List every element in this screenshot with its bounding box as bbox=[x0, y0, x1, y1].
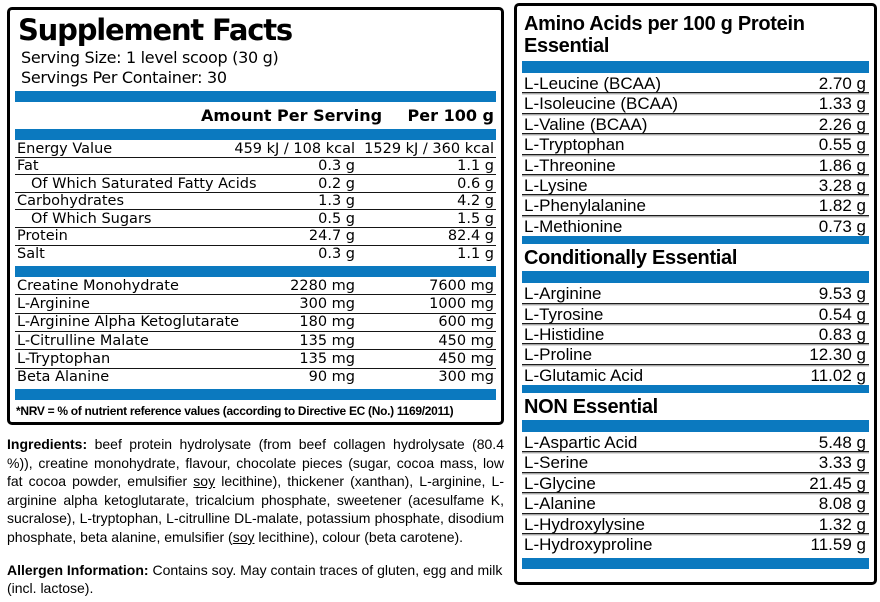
amino-acid-name: L-Tryptophan bbox=[524, 135, 625, 155]
table-row bbox=[15, 158, 496, 176]
non-essential-table bbox=[522, 432, 869, 554]
amino-acid-name: L-Leucine (BCAA) bbox=[524, 74, 662, 93]
nrv-footnote: *NRV = % of nutrient reference values (according to Directive EC (No.) 1169/2011) bbox=[16, 403, 454, 418]
amino-acid-value: 3.33 g bbox=[818, 453, 866, 473]
nutrient-name: Salt bbox=[17, 246, 45, 263]
ingredients-paragraph bbox=[7, 435, 504, 547]
amino-acids-title-line2: Essential bbox=[524, 34, 610, 57]
amino-acid-value: 1.33 g bbox=[818, 94, 866, 114]
table-row bbox=[15, 350, 496, 368]
nutrient-amount: 2280 mg bbox=[290, 277, 355, 294]
amino-acid-value: 11.59 g bbox=[810, 535, 866, 555]
table-row bbox=[522, 155, 869, 175]
nutrient-amount: 135 mg bbox=[299, 350, 355, 367]
nutrient-name: Of Which Sugars bbox=[31, 210, 152, 227]
table-row bbox=[15, 140, 496, 158]
amino-acids-title-line1: Amino Acids per 100 g Protein bbox=[524, 13, 805, 35]
nutrient-name: Fat bbox=[17, 158, 39, 175]
nutrient-amount: 90 mg bbox=[308, 369, 355, 386]
table-row bbox=[15, 175, 496, 193]
amino-acid-value: 0.73 g bbox=[818, 216, 866, 236]
amino-acid-name: L-Alanine bbox=[524, 494, 596, 514]
column-header-per100: Per 100 g bbox=[407, 106, 494, 125]
nutrient-per100: 450 mg bbox=[438, 350, 494, 367]
nutrient-amount: 180 mg bbox=[299, 314, 355, 331]
divider-bar bbox=[522, 271, 869, 283]
table-row bbox=[522, 365, 869, 385]
amino-acid-name: L-Lysine bbox=[524, 175, 588, 195]
column-header-row bbox=[15, 102, 496, 129]
nutrient-per100: 4.2 g bbox=[457, 193, 494, 210]
amino-acid-value: 11.02 g bbox=[810, 365, 866, 385]
amino-acid-value: 8.08 g bbox=[818, 494, 866, 514]
amino-acid-value: 3.28 g bbox=[818, 175, 866, 195]
allergen-label: Allergen Information: bbox=[7, 561, 149, 578]
nutrient-amount: 0.3 g bbox=[318, 158, 355, 175]
divider-bar bbox=[522, 236, 869, 244]
supplement-facts-panel bbox=[7, 7, 504, 425]
actives-table bbox=[15, 277, 496, 387]
amino-acid-value: 5.48 g bbox=[818, 433, 866, 453]
divider-bar bbox=[522, 420, 869, 432]
amino-acid-name: L-Valine (BCAA) bbox=[524, 114, 648, 134]
divider-bar bbox=[15, 91, 496, 102]
nutrient-per100: 1000 mg bbox=[429, 295, 494, 312]
nutrient-amount: 0.3 g bbox=[318, 246, 355, 263]
table-row bbox=[522, 452, 869, 472]
amino-acid-name: L-Isoleucine (BCAA) bbox=[524, 94, 679, 114]
amino-acid-name: L-Glycine bbox=[524, 473, 596, 493]
table-row bbox=[522, 534, 869, 554]
amino-acid-name: L-Glutamic Acid bbox=[524, 365, 644, 385]
table-row bbox=[522, 93, 869, 113]
table-row bbox=[15, 210, 496, 228]
amino-acid-value: 0.54 g bbox=[818, 304, 866, 324]
amino-acid-name: L-Phenylalanine bbox=[524, 196, 646, 216]
nutrient-amount: 0.2 g bbox=[318, 175, 355, 192]
nutrient-name: L-Tryptophan bbox=[17, 350, 111, 367]
ingredients-text: lecithine), colour (beta carotene). bbox=[254, 528, 464, 545]
nutrient-per100: 1.5 g bbox=[457, 210, 494, 227]
nutrient-per100: 82.4 g bbox=[447, 228, 494, 245]
table-row bbox=[522, 304, 869, 324]
amino-acid-value: 0.83 g bbox=[818, 324, 866, 344]
table-row bbox=[15, 332, 496, 350]
table-row bbox=[15, 228, 496, 246]
amino-acid-value: 21.45 g bbox=[809, 473, 866, 493]
nutrient-name: L-Citrulline Malate bbox=[17, 332, 149, 349]
divider-bar bbox=[522, 61, 869, 73]
servings-per-container: Servings Per Container: 30 bbox=[21, 68, 227, 87]
table-row bbox=[15, 295, 496, 313]
nutrient-name: L-Arginine bbox=[17, 295, 90, 312]
table-row bbox=[15, 277, 496, 295]
nutrient-amount: 300 mg bbox=[299, 295, 355, 312]
divider-bar bbox=[15, 129, 496, 140]
essential-amino-acids-table bbox=[522, 73, 869, 236]
table-row bbox=[522, 473, 869, 493]
amino-acid-name: L-Arginine bbox=[524, 284, 602, 304]
amino-acid-value: 2.26 g bbox=[818, 114, 866, 134]
table-row bbox=[522, 344, 869, 364]
nutrition-table bbox=[15, 140, 496, 263]
amino-acid-name: L-Aspartic Acid bbox=[524, 433, 638, 453]
nutrient-amount: 0.5 g bbox=[318, 210, 355, 227]
amino-acid-name: L-Hydroxyproline bbox=[524, 535, 653, 555]
amino-acid-value: 2.70 g bbox=[818, 74, 866, 93]
amino-acid-name: L-Histidine bbox=[524, 324, 605, 344]
nutrient-name: Energy Value bbox=[17, 140, 113, 157]
ingredients-soy-underlined: soy bbox=[232, 528, 255, 545]
table-row bbox=[522, 175, 869, 195]
nutrient-per100: 300 mg bbox=[438, 369, 494, 386]
allergen-text: Contains soy. May contain traces of gluten, egg and milk (incl. lactose). bbox=[7, 561, 503, 597]
amino-acid-name: L-Threonine bbox=[524, 155, 616, 175]
nutrient-per100: 0.6 g bbox=[457, 175, 494, 192]
left-column bbox=[7, 7, 504, 598]
amino-acid-value: 0.55 g bbox=[818, 135, 866, 155]
nutrient-per100: 7600 mg bbox=[429, 277, 494, 294]
nutrient-amount: 135 mg bbox=[299, 332, 355, 349]
nutrient-amount: 459 kJ / 108 kcal bbox=[234, 140, 355, 157]
table-row bbox=[522, 493, 869, 513]
nutrient-name: Carbohydrates bbox=[17, 193, 125, 210]
nutrient-per100: 1.1 g bbox=[457, 246, 494, 263]
nutrient-name: Protein bbox=[17, 228, 68, 245]
nutrient-name: Creatine Monohydrate bbox=[17, 277, 179, 294]
table-row bbox=[15, 369, 496, 387]
nutrient-amount: 24.7 g bbox=[308, 228, 355, 245]
nutrient-name: Of Which Saturated Fatty Acids bbox=[31, 175, 257, 192]
ingredients-label: Ingredients: bbox=[7, 436, 88, 452]
conditionally-essential-header: Conditionally Essential bbox=[524, 247, 738, 270]
nutrient-per100: 600 mg bbox=[438, 314, 494, 331]
nutrient-per100: 450 mg bbox=[438, 332, 494, 349]
amino-acids-title bbox=[524, 14, 869, 57]
nutrient-per100: 1529 kJ / 360 kcal bbox=[364, 140, 494, 157]
divider-bar bbox=[15, 266, 496, 277]
table-row bbox=[522, 432, 869, 452]
allergen-paragraph bbox=[7, 561, 504, 598]
amino-acid-name: L-Tyrosine bbox=[524, 304, 604, 324]
nutrient-per100: 1.1 g bbox=[457, 158, 494, 175]
ingredients-text: lecithine), thickener (xanthan), L-arginine, L-arginine alpha ketoglutarate, tricalcium phosphate, sweetener (acesulfame K, sucralose), L-tryptophan, L-citrulline DL-malate, potassium phosphate, disodium phosphate, beta alanine, emulsifier ( bbox=[7, 473, 504, 545]
conditionally-essential-table bbox=[522, 283, 869, 385]
nutrient-name: L-Arginine Alpha Ketoglutarate bbox=[17, 314, 240, 331]
table-row bbox=[522, 324, 869, 344]
non-essential-header: NON Essential bbox=[524, 396, 658, 419]
table-row bbox=[15, 314, 496, 332]
amino-acid-value: 9.53 g bbox=[818, 284, 866, 304]
table-row bbox=[522, 134, 869, 154]
table-row bbox=[522, 283, 869, 303]
divider-bar bbox=[522, 558, 869, 569]
amino-acid-name: L-Proline bbox=[524, 345, 593, 365]
amino-acid-value: 1.32 g bbox=[818, 514, 866, 534]
table-row bbox=[522, 216, 869, 236]
table-row bbox=[522, 114, 869, 134]
amino-acid-value: 1.82 g bbox=[818, 196, 866, 216]
column-header-amount: Amount Per Serving bbox=[201, 106, 383, 125]
table-row bbox=[15, 193, 496, 211]
table-row bbox=[15, 246, 496, 264]
amino-acid-value: 1.86 g bbox=[818, 155, 866, 175]
ingredients-text: beef protein hydrolysate (from beef collagen hydrolysate (80.4 %)), creatine monohydrate, flavour, chocolate pieces (sugar, cocoa mass, low fat cocoa powder, emulsifier bbox=[7, 436, 504, 490]
nutrient-name: Beta Alanine bbox=[17, 369, 110, 386]
ingredients-soy-underlined: soy bbox=[193, 473, 216, 490]
table-row bbox=[522, 195, 869, 215]
divider-bar bbox=[522, 385, 869, 393]
table-row bbox=[522, 73, 869, 93]
nutrient-amount: 1.3 g bbox=[318, 193, 355, 210]
amino-acid-name: L-Hydroxylysine bbox=[524, 514, 645, 534]
serving-size: Serving Size: 1 level scoop (30 g) bbox=[21, 48, 279, 67]
divider-bar bbox=[15, 389, 496, 400]
amino-acid-value: 12.30 g bbox=[809, 345, 866, 365]
amino-acid-name: L-Methionine bbox=[524, 216, 623, 236]
supplement-facts-title: Supplement Facts bbox=[18, 13, 292, 47]
table-row bbox=[522, 514, 869, 534]
amino-acid-name: L-Serine bbox=[524, 453, 589, 473]
amino-acids-panel bbox=[514, 3, 877, 585]
